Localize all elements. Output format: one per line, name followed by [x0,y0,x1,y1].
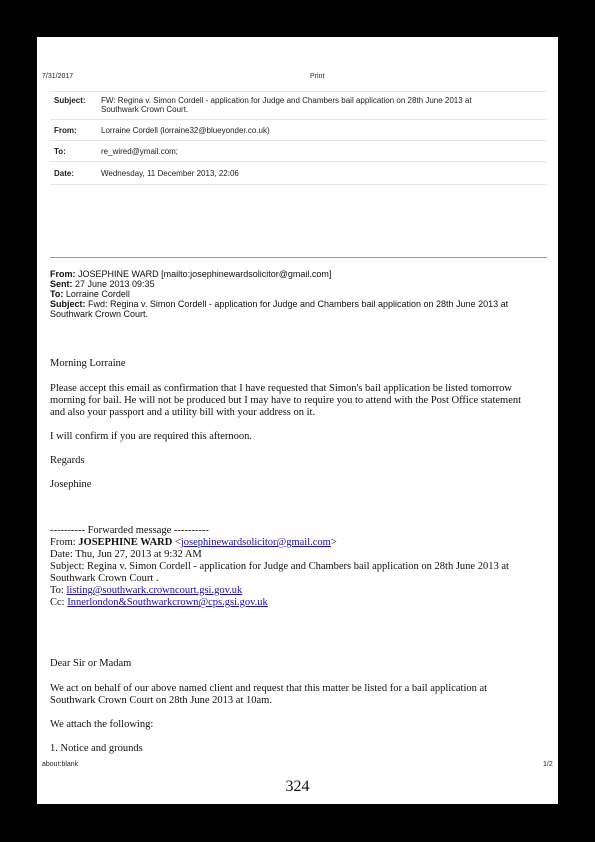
orig-from-close: > [330,537,337,548]
orig-from-email-link[interactable]: josephinewardsolicitor@gmail.com [180,537,331,548]
message1-para1 [50,383,550,419]
print-footer-url: about:blank [42,761,79,768]
print-date: 7/31/2017 [42,73,74,80]
orig-subject-line-2: Southwark Crown Court . [50,573,159,584]
message2-para1-line1: We act on behalf of our above named client and request that this matter be listed for a bail application at [50,683,488,694]
orig-to-prefix: To: [50,585,67,596]
fwd-sent-label: Sent: [50,279,73,289]
orig-from-line [50,537,550,549]
meta-row-subject [50,92,547,120]
orig-subject-line-1: Subject: Regina v. Simon Cordell - application for Judge and Chambers bail application on 28th June 2013 at [50,561,509,572]
fwd-subject-line-2: Southwark Crown Court. [50,309,149,319]
fwd-from-label: From: [50,269,76,279]
meta-row-date [50,162,547,185]
message2-item1: 1. Notice and grounds [50,743,143,754]
message1-para1-line3: and also your passport and a utility bill with your address on it. [50,407,316,418]
print-title: Print [310,73,325,80]
fwd-from-value: JOSEPHINE WARD [mailto:josephinewardsolicitor@gmail.com] [75,269,332,279]
subject-line-2: Southwark Crown Court. [101,105,189,114]
message1-closing: Regards [50,455,85,466]
to-value: re_wired@ymail.com; [101,146,179,156]
subject-line-1: FW: Regina v. Simon Cordell - application for Judge and Chambers bail application on 28th June 2013 at [101,96,472,105]
forwarded-message-block [50,525,550,609]
fwd-subject-value-1: Fwd: Regina v. Simon Cordell - application for Judge and Chambers bail application on 28th June 2013 at [85,299,509,309]
date-value: Wednesday, 11 December 2013, 22:06 [101,168,239,178]
message1-para1-line1: Please accept this email as confirmation that I have requested that Simon's bail application be listed tomorrow [50,383,513,394]
orig-from-open: < [172,537,181,548]
forward-header [50,269,547,319]
print-footer-page: 1/2 [543,761,553,768]
orig-cc-line [50,597,550,609]
orig-to-line [50,585,550,597]
orig-date-line: Date: Thu, Jun 27, 2013 at 9:32 AM [50,549,202,560]
fwd-from-line [50,269,547,279]
message1-signature: Josephine [50,479,92,490]
message1-para1-line2: morning for bail. He will not be produced but I may have to require you to attend with the Post Office statement [50,395,522,406]
message2-para1-line2: Southwark Crown Court on 28th June 2013 at 10am. [50,695,272,706]
fwd-sent-line [50,279,547,289]
page-number: 324 [285,778,310,795]
fwd-subject-label: Subject: [50,299,86,309]
fwd-subject-line [50,299,547,309]
to-label: To: [54,146,66,156]
email-meta-table [50,91,547,185]
from-label: From: [54,125,77,135]
date-label: Date: [54,168,75,178]
message2-para2: We attach the following: [50,719,154,730]
message2-para1 [50,683,550,707]
orig-to-email-link[interactable]: listing@southwark.crowncourt.gsi.gov.uk [66,585,243,596]
fwd-to-label: To: [50,289,64,299]
subject-label: Subject: [54,96,86,105]
meta-row-to [50,141,547,162]
message1-para2: I will confirm if you are required this afternoon. [50,431,253,442]
message1-greeting: Morning Lorraine [50,358,126,369]
orig-from-name: JOSEPHINE WARD [78,537,173,548]
orig-from-prefix: From: [50,537,79,548]
from-value: Lorraine Cordell (lorraine32@blueyonder.co.uk) [101,125,270,135]
fwd-to-value: Lorraine Cordell [63,289,130,299]
fwd-to-line [50,289,547,299]
document-page [37,37,558,804]
orig-cc-prefix: Cc: [50,597,68,608]
header-divider [50,257,547,258]
orig-cc-email-link[interactable]: Innerlondon&Southwarkcrown@cps.gsi.gov.uk [67,597,268,608]
forward-separator: ---------- Forwarded message ---------- [50,525,209,536]
message2-greeting: Dear Sir or Madam [50,658,132,669]
fwd-sent-value: 27 June 2013 09:35 [72,279,155,289]
subject-value [101,96,547,119]
meta-row-from [50,120,547,141]
